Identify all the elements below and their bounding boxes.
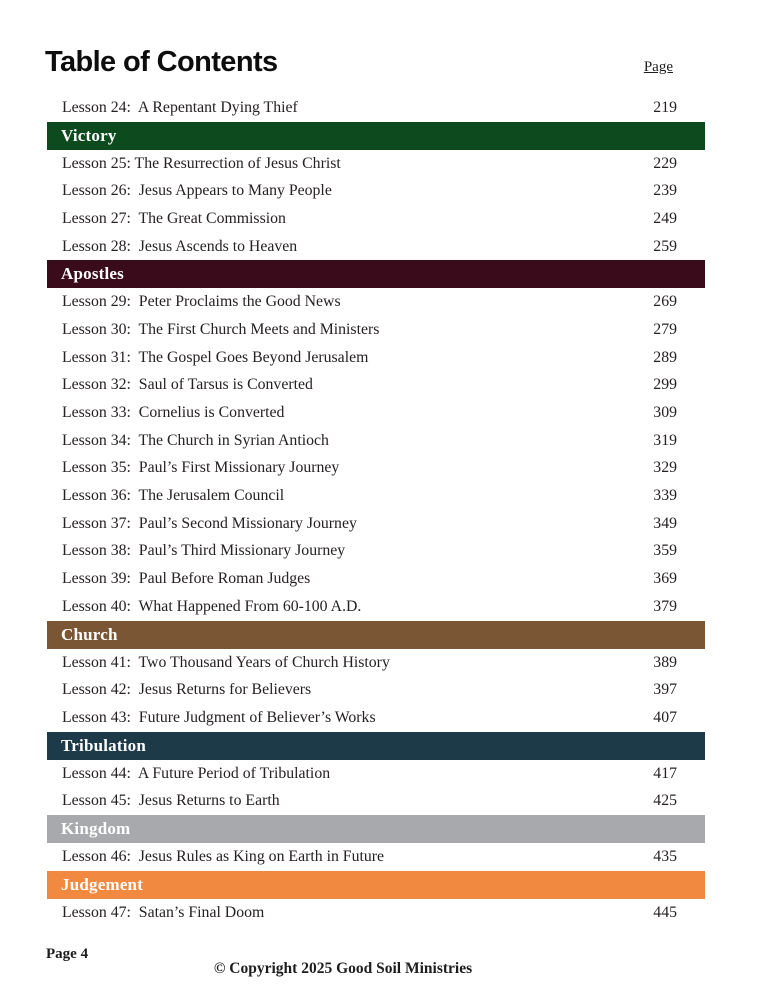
toc-entry-label: Lesson 31: The Gospel Goes Beyond Jerusalem <box>62 348 369 366</box>
toc-entry <box>47 482 705 510</box>
toc-entry <box>47 510 705 538</box>
toc-entry-label: Lesson 45: Jesus Returns to Earth <box>62 792 280 810</box>
toc-entry-label: Lesson 33: Cornelius is Converted <box>62 404 285 422</box>
section-header-label: Apostles <box>61 264 124 284</box>
toc-entry-label: Lesson 41: Two Thousand Years of Church History <box>62 653 390 671</box>
section-header <box>47 122 705 150</box>
section-header <box>47 732 705 760</box>
toc-entry-label: Lesson 32: Saul of Tarsus is Converted <box>62 376 313 394</box>
toc-entry-label: Lesson 26: Jesus Appears to Many People <box>62 182 332 200</box>
section-header <box>47 871 705 899</box>
toc-entry-label: Lesson 42: Jesus Returns for Believers <box>62 681 312 699</box>
toc-entry-page: 369 <box>653 570 677 588</box>
page-title: Table of Contents <box>45 46 278 78</box>
toc-entry <box>47 316 705 344</box>
toc-entry <box>47 676 705 704</box>
toc-entry <box>47 344 705 372</box>
toc-entry-page: 359 <box>653 542 677 560</box>
toc-entry <box>47 233 705 261</box>
toc-entry-page: 309 <box>653 404 677 422</box>
toc-entry-label: Lesson 34: The Church in Syrian Antioch <box>62 431 329 449</box>
toc-entry <box>47 427 705 455</box>
toc-entry-page: 269 <box>653 293 677 311</box>
toc-entry-label: Lesson 27: The Great Commission <box>62 209 286 227</box>
toc-entry-label: Lesson 24: A Repentant Dying Thief <box>62 98 298 116</box>
toc-entry-page: 319 <box>653 431 677 449</box>
toc-entry <box>47 205 705 233</box>
toc-entry-page: 407 <box>653 708 677 726</box>
toc-entry <box>47 372 705 400</box>
section-header-label: Church <box>61 624 118 644</box>
toc-entry-label: Lesson 47: Satan’s Final Doom <box>62 903 265 921</box>
toc-entry <box>47 565 705 593</box>
section-header <box>47 621 705 649</box>
toc-entry <box>47 843 705 871</box>
toc-entry-label: Lesson 30: The First Church Meets and Ministers <box>62 320 380 338</box>
footer-copyright: © Copyright 2025 Good Soil Ministries <box>213 960 473 977</box>
toc-entry-page: 299 <box>653 376 677 394</box>
section-header-label: Tribulation <box>61 735 147 755</box>
toc-entry-page: 279 <box>653 320 677 338</box>
toc-entry <box>47 94 705 122</box>
toc-entry <box>47 538 705 566</box>
toc-entry-page: 339 <box>653 487 677 505</box>
toc-entry <box>47 899 705 927</box>
page-header <box>45 46 673 79</box>
toc-entry-page: 219 <box>653 98 677 116</box>
toc-entry <box>47 455 705 483</box>
toc-entry-page: 349 <box>653 514 677 532</box>
toc-entry-page: 329 <box>653 459 677 477</box>
toc-entry <box>47 177 705 205</box>
section-header-label: Victory <box>61 125 117 145</box>
toc-entry-page: 445 <box>653 903 677 921</box>
toc-entry <box>47 704 705 732</box>
toc-entry <box>47 787 705 815</box>
toc-entry <box>47 649 705 677</box>
toc-entry-page: 379 <box>653 597 677 615</box>
toc-entry-label: Lesson 43: Future Judgment of Believer’s Works <box>62 708 376 726</box>
toc-entry-label: Lesson 39: Paul Before Roman Judges <box>62 570 311 588</box>
toc-entry-label: Lesson 36: The Jerusalem Council <box>62 487 285 505</box>
toc-entry-page: 417 <box>653 764 677 782</box>
toc-entry <box>47 288 705 316</box>
toc-entry-page: 435 <box>653 847 677 865</box>
toc-entry-page: 239 <box>653 182 677 200</box>
toc-entry-page: 397 <box>653 681 677 699</box>
toc-entry-label: Lesson 29: Peter Proclaims the Good News <box>62 293 341 311</box>
toc-entry-page: 249 <box>653 209 677 227</box>
toc-entry <box>47 399 705 427</box>
section-header-label: Judgement <box>61 874 144 894</box>
toc-entry-label: Lesson 28: Jesus Ascends to Heaven <box>62 237 298 255</box>
toc-entry <box>47 150 705 178</box>
page-column-header: Page <box>643 59 673 75</box>
toc-entry-page: 389 <box>653 653 677 671</box>
toc-entry-label: Lesson 25: The Resurrection of Jesus Christ <box>62 154 341 172</box>
section-header <box>47 260 705 288</box>
toc-entry-page: 289 <box>653 348 677 366</box>
footer-copyright-container <box>0 960 686 978</box>
toc-entry-page: 229 <box>653 154 677 172</box>
toc-entry-page: 259 <box>653 237 677 255</box>
toc-entry <box>47 593 705 621</box>
toc-entry-label: Lesson 44: A Future Period of Tribulation <box>62 764 331 782</box>
toc-entry-label: Lesson 40: What Happened From 60-100 A.D. <box>62 597 362 615</box>
toc-entry <box>47 760 705 788</box>
toc-entry-page: 425 <box>653 792 677 810</box>
section-header <box>47 815 705 843</box>
section-header-label: Kingdom <box>61 819 131 839</box>
toc-entry-label: Lesson 37: Paul’s Second Missionary Journey <box>62 514 357 532</box>
toc-entry-label: Lesson 35: Paul’s First Missionary Journey <box>62 459 340 477</box>
toc-list <box>47 94 705 927</box>
toc-entry-label: Lesson 38: Paul’s Third Missionary Journey <box>62 542 346 560</box>
toc-entry-label: Lesson 46: Jesus Rules as King on Earth in Future <box>62 847 385 865</box>
footer-page-number: Page 4 <box>46 946 89 962</box>
